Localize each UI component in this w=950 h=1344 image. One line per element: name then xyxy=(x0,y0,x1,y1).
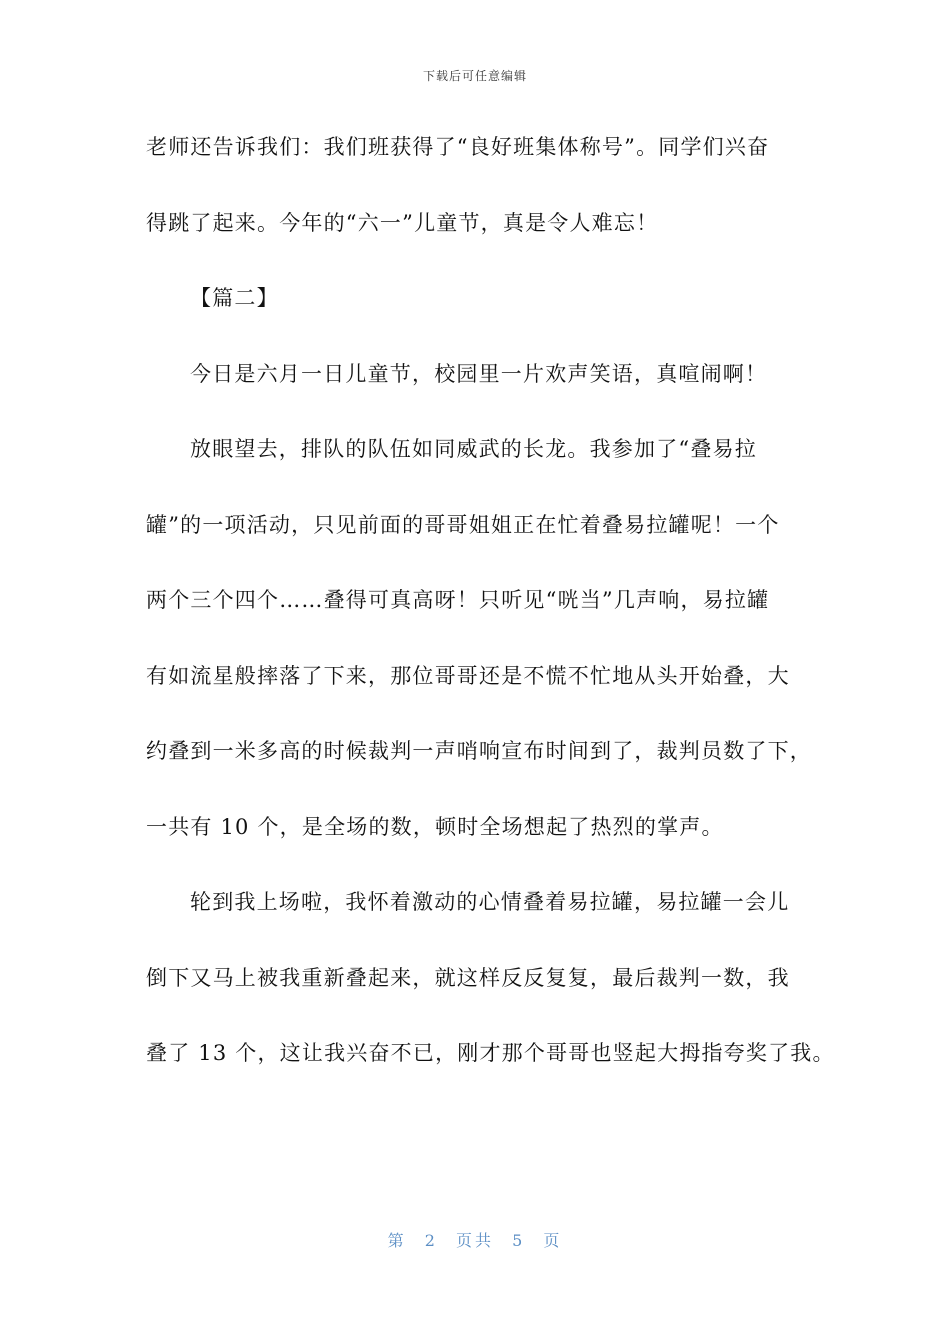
paragraph-line: 约叠到一米多高的时候裁判一声哨响宣布时间到了，裁判员数了下， xyxy=(146,739,812,763)
paragraph-line: 轮到我上场啦，我怀着激动的心情叠着易拉罐，易拉罐一会儿 xyxy=(190,890,790,914)
paragraph-line: 叠了 13 个，这让我兴奋不已，刚才那个哥哥也竖起大拇指夸奖了我。 xyxy=(146,1041,835,1065)
paragraph-line: 得跳了起来。今年的“六一”儿童节，真是令人难忘！ xyxy=(146,210,659,235)
page-number-footer: 第 2 页共 5 页 xyxy=(387,1231,563,1250)
paragraph-line: 一共有 10 个，是全场的数，顿时全场想起了热烈的掌声。 xyxy=(146,814,724,839)
section-heading: 【篇二】 xyxy=(190,286,279,310)
paragraph-line: 有如流星般摔落了下来，那位哥哥还是不慌不忙地从头开始叠，大 xyxy=(146,663,790,688)
document-body xyxy=(146,124,835,1106)
page-header: 下载后可任意编辑 xyxy=(422,69,527,83)
paragraph-line: 罐”的一项活动，只见前面的哥哥姐姐正在忙着叠易拉罐呢！一个 xyxy=(146,512,780,537)
paragraph-line: 今日是六月一日儿童节，校园里一片欢声笑语，真喧闹啊！ xyxy=(190,361,768,386)
paragraph-line: 两个三个四个……叠得可真高呀！只听见“咣当”几声响，易拉罐 xyxy=(146,588,770,612)
paragraph-line: 老师还告诉我们：我们班获得了“良好班集体称号”。同学们兴奋 xyxy=(146,135,770,159)
paragraph-line: 倒下又马上被我重新叠起来，就这样反反复复，最后裁判一数，我 xyxy=(146,965,790,990)
paragraph-line: 放眼望去，排队的队伍如同威武的长龙。我参加了“叠易拉 xyxy=(190,437,757,461)
